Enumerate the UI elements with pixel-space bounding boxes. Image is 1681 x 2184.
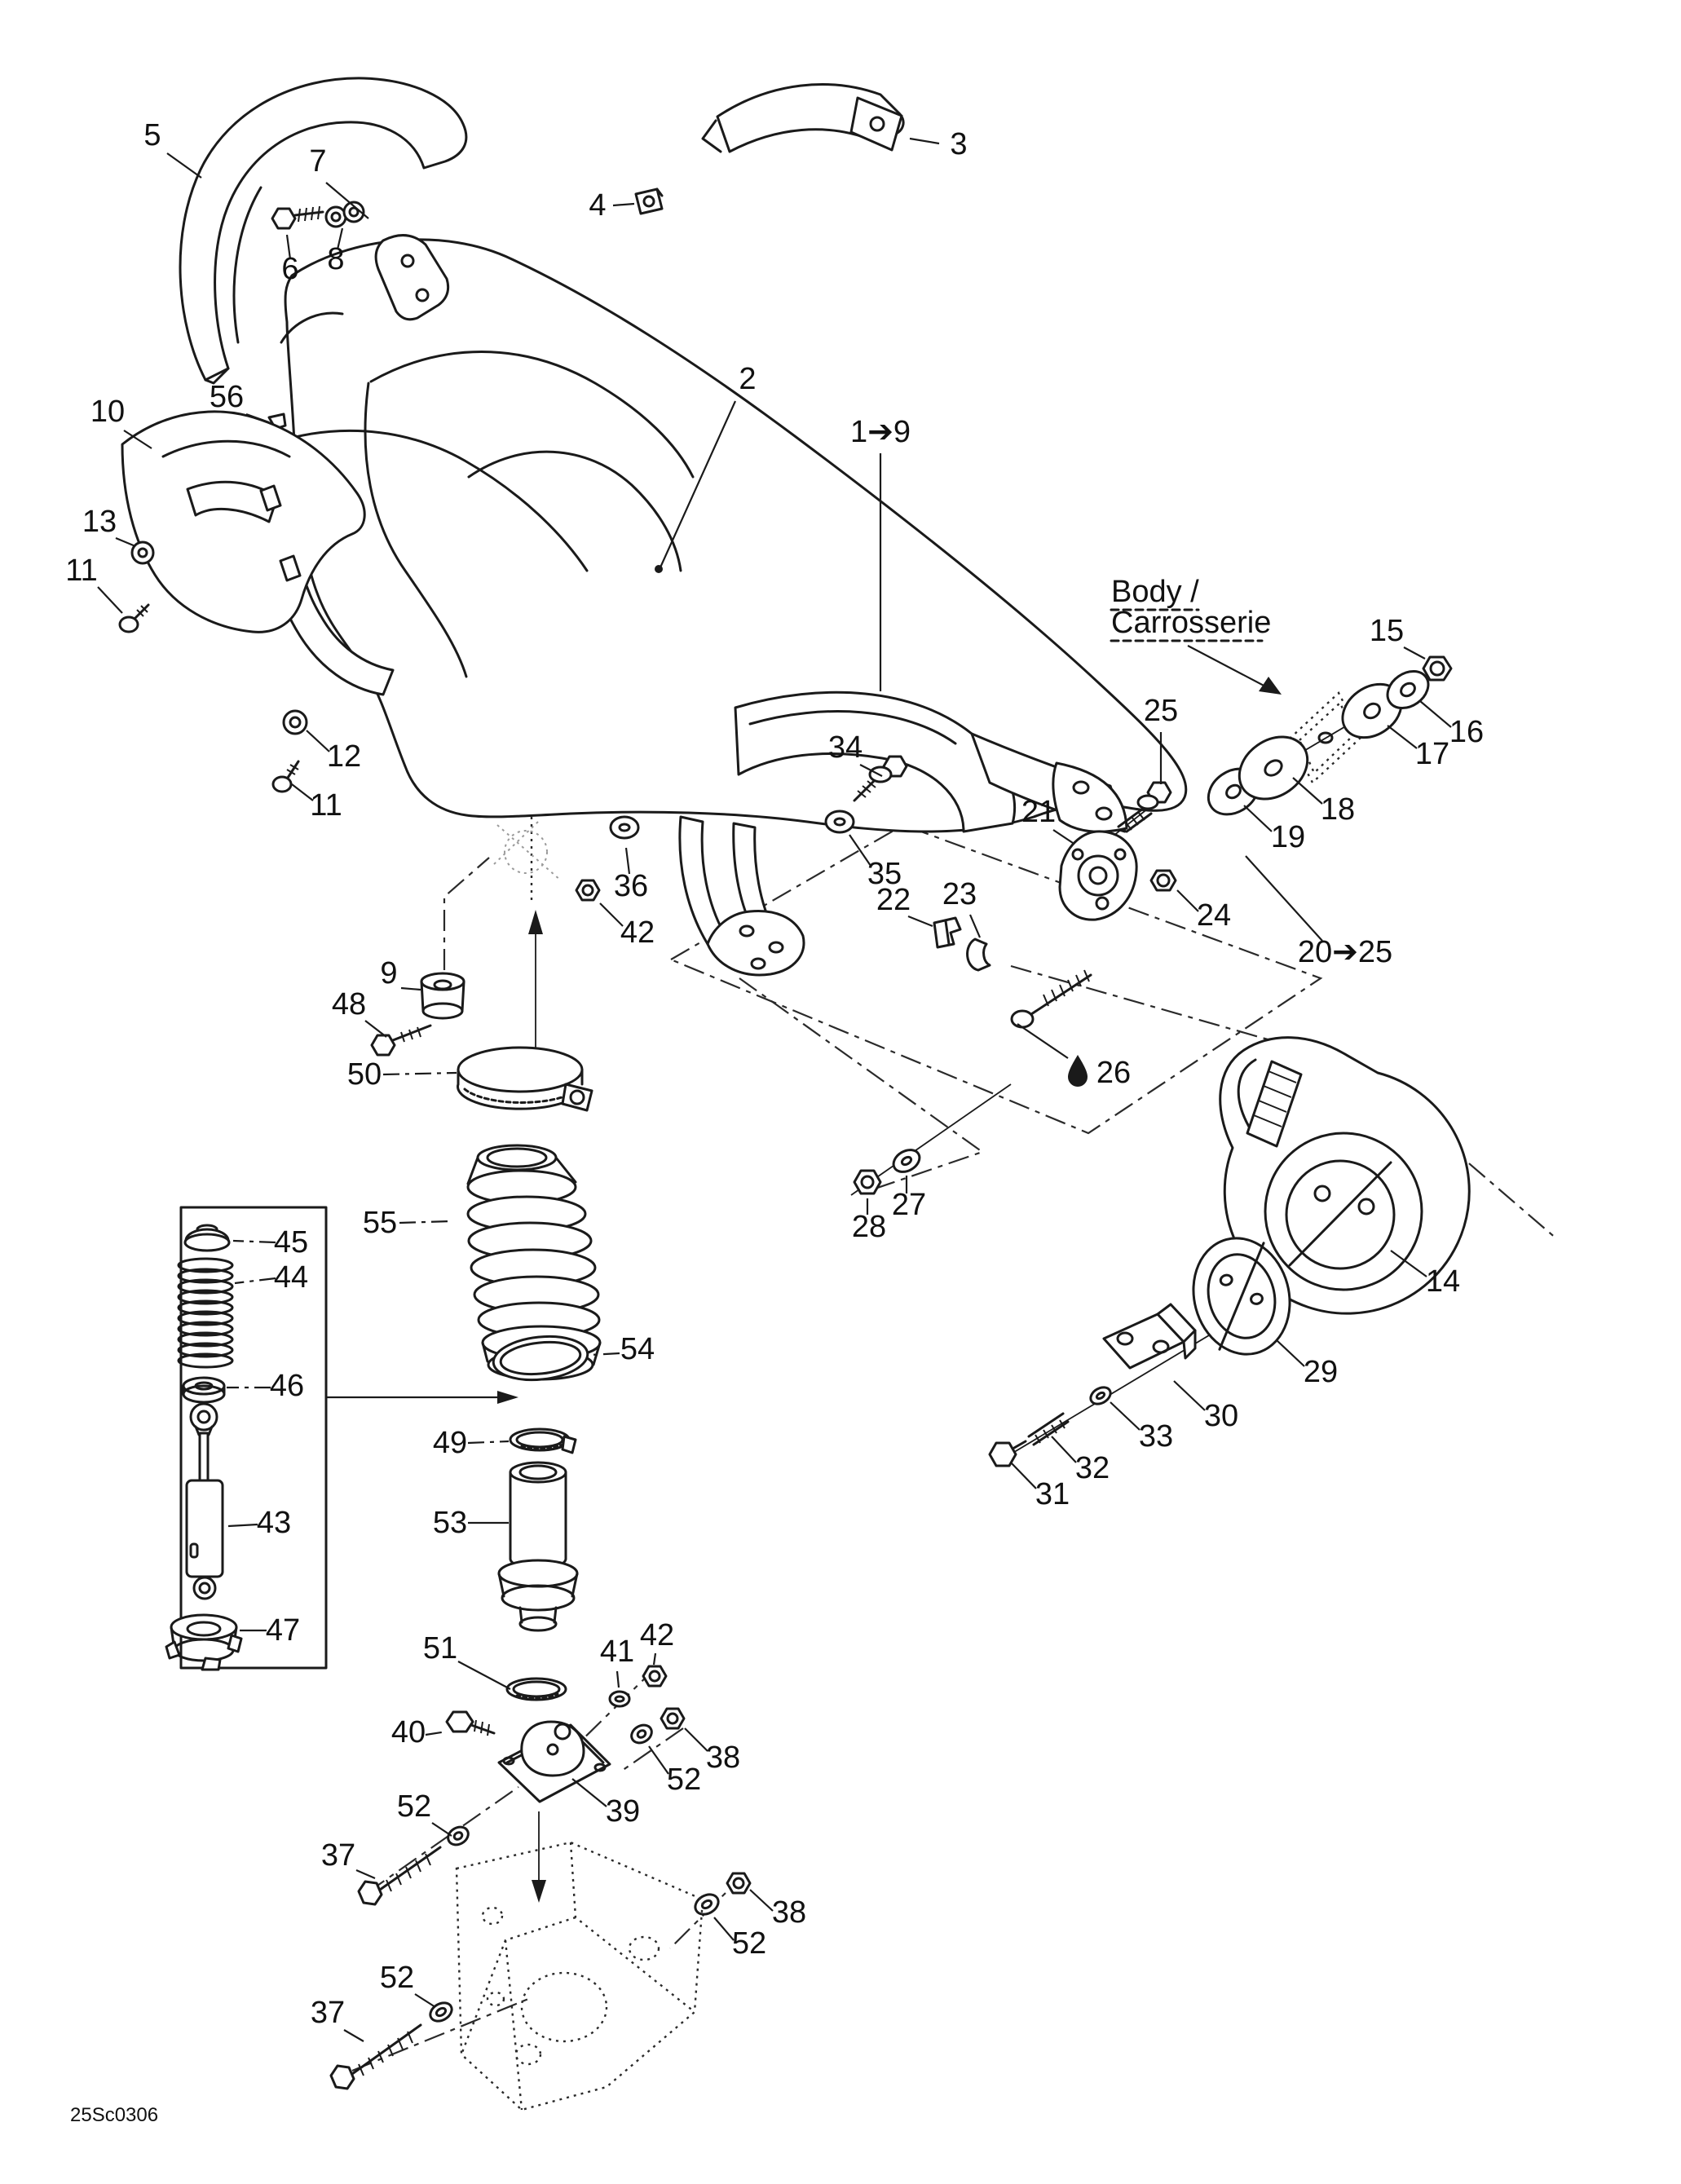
leader-39 [572, 1779, 607, 1807]
callout-9: 9 [380, 956, 398, 991]
leader-16 [1420, 701, 1451, 727]
leader-30 [1174, 1381, 1205, 1410]
leader-38b [750, 1890, 773, 1911]
callout-31: 31 [1035, 1477, 1070, 1511]
part-8-washers [326, 202, 364, 227]
callout-11a: 11 [65, 554, 98, 588]
callout-30: 30 [1203, 1399, 1239, 1433]
part-52-washer-a [629, 1722, 655, 1746]
leader-37b [344, 2030, 364, 2041]
body-leader-arrow-icon [1188, 646, 1282, 695]
part-45-cap [185, 1225, 229, 1251]
callout-6: 6 [281, 252, 299, 286]
leader-4 [613, 204, 634, 205]
callout-53: 53 [432, 1506, 468, 1540]
callout-42a: 42 [620, 916, 655, 950]
leader-18 [1293, 778, 1322, 804]
part-4-clip-nut [636, 189, 662, 214]
callout-36: 36 [613, 869, 649, 903]
part-30-bracket [1104, 1304, 1195, 1368]
part-21-latch-plate [1060, 832, 1136, 920]
leader-15 [1404, 647, 1425, 659]
callout-11b: 11 [310, 788, 342, 823]
part-33-washer [1088, 1384, 1114, 1408]
leader-29 [1277, 1340, 1304, 1366]
part-27-washer [889, 1145, 923, 1176]
part-53-sleeve [499, 1463, 577, 1630]
part-51-ring [507, 1679, 566, 1700]
leader-24 [1177, 890, 1198, 911]
callout-16: 16 [1449, 715, 1485, 749]
body-label-line2: Carrosserie [1111, 606, 1272, 640]
callout-13: 13 [82, 505, 117, 539]
callout-49: 49 [432, 1426, 468, 1460]
leader-38a [685, 1728, 708, 1751]
body-label [1111, 575, 1282, 695]
callout-55: 55 [362, 1206, 398, 1240]
callout-47: 47 [265, 1613, 301, 1648]
callout-40: 40 [390, 1715, 426, 1749]
down-arrow-icon [532, 1811, 546, 1903]
part-49-clamp [510, 1429, 576, 1453]
callout-19: 19 [1270, 820, 1306, 854]
part-latch-stud-spring [1012, 970, 1091, 1027]
callout-34: 34 [827, 730, 863, 765]
part-36-washer [611, 817, 638, 838]
leader-54 [590, 1353, 620, 1355]
diagram-code-watermark: 25Sc0306 [70, 2104, 159, 2126]
leader-17 [1388, 726, 1417, 748]
part-42-nut-upper [576, 880, 599, 900]
callout-44: 44 [273, 1260, 309, 1295]
callout-1-9: 1➔9 [849, 415, 911, 449]
callout-20-25: 20➔25 [1297, 935, 1393, 969]
part-48-bolt [372, 1026, 430, 1055]
part-47-cup [166, 1615, 241, 1670]
part-52-washer-d [692, 1891, 722, 1918]
callout-35: 35 [867, 857, 902, 891]
leader-42b [654, 1653, 655, 1665]
leader-45 [233, 1241, 276, 1242]
leader-20-25 [1246, 856, 1322, 941]
callout-23: 23 [942, 877, 977, 911]
leader-19 [1244, 805, 1272, 832]
leader-9 [401, 988, 421, 990]
callout-56: 56 [209, 380, 245, 414]
leader-44 [235, 1278, 276, 1283]
leader-52a [649, 1746, 668, 1774]
part-2-seat [245, 240, 1186, 975]
leader-48 [365, 1021, 386, 1037]
part-3-trim-strip [703, 85, 903, 152]
leader-41 [617, 1671, 619, 1688]
engine-bracket-phantom [457, 1842, 703, 2110]
callout-38a: 38 [705, 1741, 741, 1775]
callout-24: 24 [1196, 898, 1232, 933]
leader-dot-2 [655, 565, 663, 573]
leader-55 [399, 1221, 450, 1223]
callout-48: 48 [331, 987, 367, 1021]
callout-18: 18 [1320, 792, 1356, 827]
part-24-nut [1151, 871, 1176, 890]
leader-42a [600, 903, 623, 926]
leader-51 [458, 1661, 510, 1689]
callout-5: 5 [143, 118, 161, 152]
part-52-washer-b [445, 1824, 472, 1848]
part-39-mount [499, 1722, 610, 1802]
part-6-bolt [272, 206, 323, 228]
callout-39: 39 [605, 1794, 641, 1829]
callout-45: 45 [273, 1225, 309, 1260]
part-35-washer [826, 811, 854, 832]
leader-49 [468, 1441, 509, 1443]
leader-40 [426, 1732, 447, 1735]
callout-12: 12 [326, 739, 362, 774]
leader-13 [116, 538, 135, 546]
callout-25: 25 [1143, 694, 1179, 728]
callout-41: 41 [599, 1635, 635, 1669]
part-23-half-bushing [968, 939, 990, 970]
callout-51: 51 [422, 1631, 458, 1666]
part-41-washer [610, 1692, 629, 1706]
part-15-nut [1423, 657, 1451, 680]
part-52-washer-c [427, 1999, 455, 2024]
callout-15: 15 [1369, 614, 1405, 648]
callout-54: 54 [620, 1332, 655, 1366]
callout-10: 10 [90, 395, 126, 429]
callout-52a: 52 [666, 1763, 702, 1797]
part-22-clip [934, 918, 960, 947]
callout-52d: 52 [379, 1961, 415, 1995]
leader-21 [1053, 830, 1073, 843]
leader-43 [228, 1524, 258, 1526]
part-40-bolt [447, 1712, 494, 1736]
leader-5 [167, 153, 201, 178]
callout-52b: 52 [396, 1789, 432, 1824]
leader-23 [970, 915, 980, 938]
leader-52c [714, 1917, 734, 1940]
part-37-bolt-lower [331, 2025, 421, 2089]
body-label-line1: Body / [1111, 575, 1199, 609]
part-31-bolt [990, 1441, 1026, 1466]
part-28-nut [854, 1171, 880, 1193]
callout-2: 2 [739, 362, 757, 396]
callout-33: 33 [1138, 1419, 1174, 1454]
callout-21: 21 [1021, 795, 1057, 829]
callout-17: 17 [1414, 737, 1450, 771]
part-11-screw-upper [120, 605, 148, 632]
callout-3: 3 [950, 127, 968, 161]
callout-28: 28 [851, 1210, 887, 1244]
callout-4: 4 [589, 188, 607, 223]
part-42-nut-lower [643, 1666, 666, 1686]
callout-22: 22 [876, 883, 911, 917]
callout-26: 26 [1096, 1056, 1132, 1090]
callout-32: 32 [1074, 1451, 1110, 1485]
callout-46: 46 [269, 1369, 305, 1403]
leader-22 [908, 916, 933, 926]
part-12-washer [284, 711, 307, 734]
part-9-bumper [421, 973, 464, 1018]
leader-3 [910, 139, 939, 143]
grease-droplet-icon [1068, 1055, 1088, 1087]
callout-52c: 52 [731, 1926, 767, 1961]
leader-50 [383, 1073, 457, 1074]
part-38-nut-upper [661, 1709, 684, 1728]
leader-52d [415, 1994, 435, 2007]
leader-26 [1017, 1024, 1068, 1058]
callout-8: 8 [327, 242, 345, 276]
leader-52b [432, 1823, 452, 1836]
callout-29: 29 [1303, 1355, 1339, 1389]
callout-42b: 42 [639, 1618, 675, 1652]
part-44-spring [179, 1259, 232, 1367]
leader-12 [307, 730, 329, 752]
part-50-clamp [458, 1048, 592, 1110]
callout-27: 27 [891, 1188, 927, 1222]
leader-33 [1110, 1402, 1140, 1430]
leader-31 [1011, 1463, 1036, 1489]
callout-14: 14 [1425, 1264, 1461, 1299]
callout-7: 7 [309, 144, 327, 179]
leader-32 [1052, 1436, 1076, 1463]
part-46-bushing [183, 1378, 224, 1402]
leader-11a [98, 587, 122, 613]
leader-37a [356, 1870, 375, 1878]
callout-37a: 37 [320, 1838, 356, 1873]
callout-43: 43 [256, 1506, 292, 1540]
part-38-nut-lower [727, 1873, 750, 1893]
callout-38b: 38 [771, 1895, 807, 1930]
callout-37b: 37 [310, 1996, 346, 2030]
callout-50: 50 [346, 1057, 382, 1092]
part-43-shock [187, 1404, 223, 1599]
up-arrow-icon [528, 910, 543, 934]
